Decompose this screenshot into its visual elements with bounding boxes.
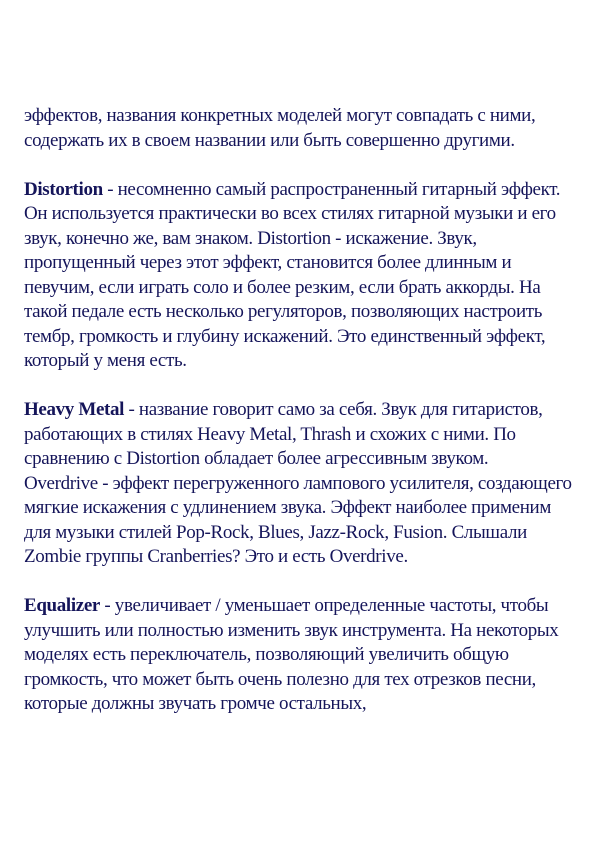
equalizer-term: Equalizer (24, 595, 101, 616)
distortion-term: Distortion (24, 178, 103, 200)
heavy-metal-paragraph (24, 398, 580, 472)
overdrive-paragraph: Overdrive - эффект перегруженного лампового усилителя, создающего мягкие искажения с удлинением звука. Эффект наиболее применим для музыки стилей Pop-Rock, Blues, Jazz-Rock, Fusion. Слышали Zombie группы Cranberries? Это и есть Overdrive. (24, 472, 572, 567)
distortion-paragraph (24, 178, 580, 374)
document-page (24, 104, 580, 717)
distortion-description: - несомненно самый распространенный гитарный эффект. Он используется практически во всех стилях гитарной музыки и его звук, конечно же, вам знаком. Distortion - искажение. Звук, пропущенный через этот эффект, становится более длинным и певучим, если играть соло и более резким, если брать аккорды. На такой педале есть несколько регуляторов, позволяющих настроить тембр, громкость и глубину искажений. Это единственный эффект, который у меня есть. (24, 178, 561, 371)
equalizer-paragraph (24, 594, 580, 717)
heavy-metal-description: - название говорит само за себя. Звук для гитаристов, работающих в стилях Heavy Metal, Thrash и схожих с ними. По сравнению с Distortion обладает более агрессивным звуком. (24, 399, 543, 469)
heavy-metal-term: Heavy Metal (24, 399, 125, 420)
paragraph-spacer (24, 153, 580, 178)
paragraph-spacer (24, 374, 580, 399)
equalizer-description: - увеличивает / уменьшает определенные частоты, чтобы улучшить или полностью изменить звук инструмента. На некоторых моделях есть переключатель, позволяющий увеличить общую громкость, что может быть очень полезно для тех отрезков песни, которые должны звучать громче остальных, (24, 595, 559, 714)
intro-paragraph: эффектов, названия конкретных моделей могут совпадать с ними, содержать их в своем названии или быть совершенно другими. (24, 105, 536, 151)
paragraph-spacer (24, 570, 580, 595)
